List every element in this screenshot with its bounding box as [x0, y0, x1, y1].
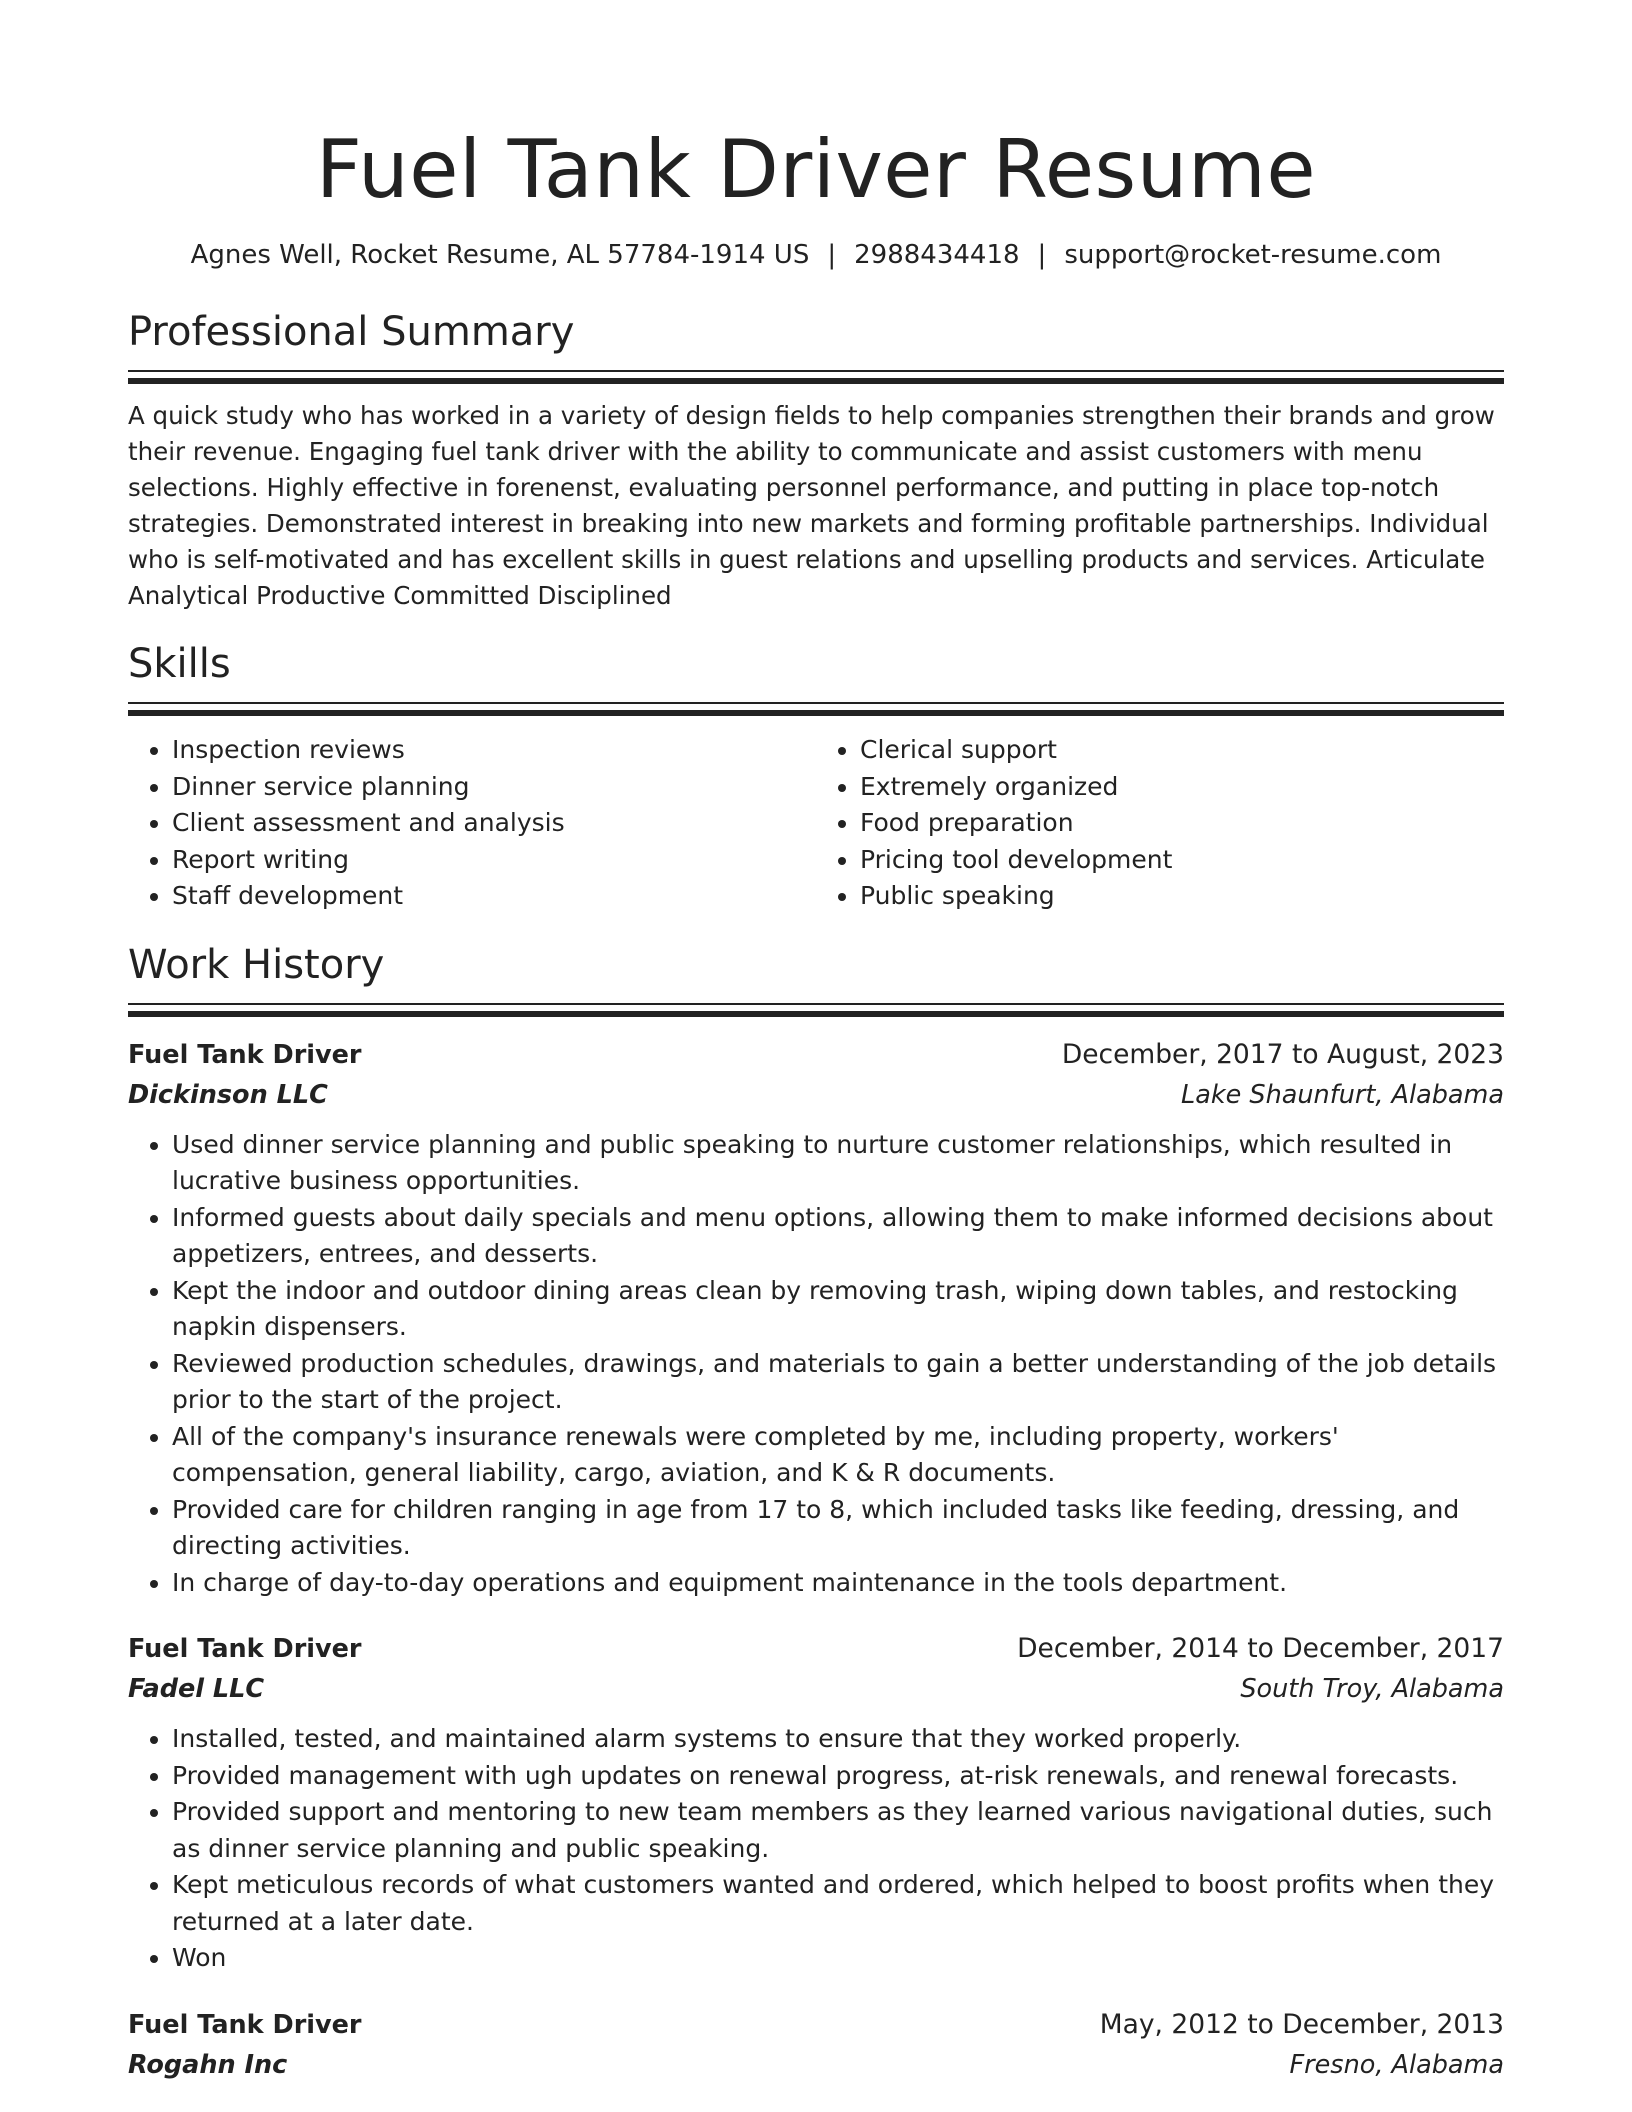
job-bullets [128, 1127, 1504, 1602]
job-location: Fresno, Alabama [1289, 2049, 1504, 2080]
job-company-row [128, 1075, 1504, 1115]
contact-separator: | [1037, 240, 1047, 270]
resume-title: Fuel Tank Driver Resume [315, 123, 1317, 216]
job-header-row [128, 1035, 1504, 1075]
job-header-row [128, 1629, 1504, 1669]
job-bullet: • Kept meticulous records of what customers wanted and ordered, which helped to boost profits when they returned at a later date. [172, 1867, 1504, 1940]
job-title: Fuel Tank Driver [128, 2009, 362, 2040]
contact-address: Agnes Well, Rocket Resume, AL 57784-1914 US [190, 240, 810, 270]
job-bullet: • Used dinner service planning and public speaking to nurture customer relationships, which resulted in lucrative business opportunities. [172, 1127, 1504, 1200]
skill-item: • Report writing [172, 842, 816, 879]
job-bullet: • All of the company's insurance renewals were completed by me, including property, workers' compensation, general liability, cargo, aviation, and K & R documents. [172, 1419, 1504, 1492]
section-rule [128, 1003, 1504, 1017]
contact-phone: 2988434418 [854, 240, 1020, 270]
job-title: Fuel Tank Driver [128, 1634, 362, 1664]
job-bullet: • Installed, tested, and maintained alarm systems to ensure that they worked properly. [172, 1721, 1504, 1758]
skill-item: • Clerical support [860, 732, 1504, 769]
skill-item: • Staff development [172, 878, 816, 915]
job-dates: December, 2014 to December, 2017 [1017, 1633, 1504, 1664]
contact-separator: | [827, 240, 837, 270]
section-rule [128, 702, 1504, 716]
skills-columns [128, 732, 1504, 915]
skill-item: • Food preparation [860, 805, 1504, 842]
job-location: Lake Shaunfurt, Alabama [1181, 1079, 1504, 1110]
job-dates: December, 2017 to August, 2023 [1061, 1038, 1504, 1070]
skill-item: • Pricing tool development [860, 842, 1504, 879]
skill-item: • Extremely organized [860, 769, 1504, 806]
job-bullet: • Provided care for children ranging in age from 17 to 8, which included tasks like feeding, dressing, and directing activities. [172, 1492, 1504, 1565]
job-dates: May, 2012 to December, 2013 [1099, 2008, 1504, 2040]
work-history-heading: Work History [128, 941, 385, 988]
contact-line [128, 238, 1504, 272]
job-bullet: • Reviewed production schedules, drawings, and materials to gain a better understanding of the job details prior to the start of the project. [172, 1346, 1504, 1419]
job-company: Dickinson LLC [128, 1079, 328, 1110]
skill-item: • Client assessment and analysis [172, 805, 816, 842]
section-rule [128, 370, 1504, 384]
job-bullet: • Won [172, 1940, 1504, 1977]
job-bullets [128, 1721, 1504, 1977]
job-company: Fadel LLC [128, 1674, 265, 1704]
skills-list-left [128, 732, 816, 915]
resume-content [128, 0, 1504, 2085]
job-location: South Troy, Alabama [1240, 1674, 1504, 1704]
contact-email[interactable]: support@rocket-resume.com [1064, 240, 1442, 270]
summary-heading: Professional Summary [128, 309, 575, 355]
job-entry [128, 2005, 1504, 2085]
job-entry [128, 1035, 1504, 1602]
summary-section [128, 306, 1504, 614]
job-title: Fuel Tank Driver [128, 1039, 362, 1070]
summary-text: A quick study who has worked in a variety of design fields to help companies strengthen their brands and grow their revenue. Engaging fuel tank driver with the ability to communicate and assist customers with menu selections. Highly effective in forenenst, evaluating personnel performance, and putting in place top-notch strategies. Demonstrated interest in breaking into new markets and forming profitable partnerships. Individual who is self-motivated and has excellent skills in guest relations and upselling products and services. Articulate Analytical Productive Committed Disciplined [128, 401, 1495, 610]
job-bullet: • Provided management with ugh updates on renewal progress, at-risk renewals, and renewal forecasts. [172, 1758, 1504, 1795]
work-history-section [128, 939, 1504, 2085]
job-company-row [128, 1669, 1504, 1709]
job-entry [128, 1629, 1504, 1977]
skills-heading: Skills [128, 641, 231, 687]
skill-item: • Public speaking [860, 878, 1504, 915]
skill-item: • Dinner service planning [172, 769, 816, 806]
job-header-row [128, 2005, 1504, 2045]
skill-item: • Inspection reviews [172, 732, 816, 769]
job-bullet: • In charge of day-to-day operations and equipment maintenance in the tools department. [172, 1565, 1504, 1602]
job-bullet: • Kept the indoor and outdoor dining areas clean by removing trash, wiping down tables, and restocking napkin dispensers. [172, 1273, 1504, 1346]
job-company: Rogahn Inc [128, 2049, 288, 2080]
job-bullet: • Provided support and mentoring to new team members as they learned various navigational duties, such as dinner service planning and public speaking. [172, 1794, 1504, 1867]
skills-section [128, 638, 1504, 915]
job-bullet: • Informed guests about daily specials and menu options, allowing them to make informed decisions about appetizers, entrees, and desserts. [172, 1200, 1504, 1273]
skills-list-right [816, 732, 1504, 915]
job-company-row [128, 2045, 1504, 2085]
